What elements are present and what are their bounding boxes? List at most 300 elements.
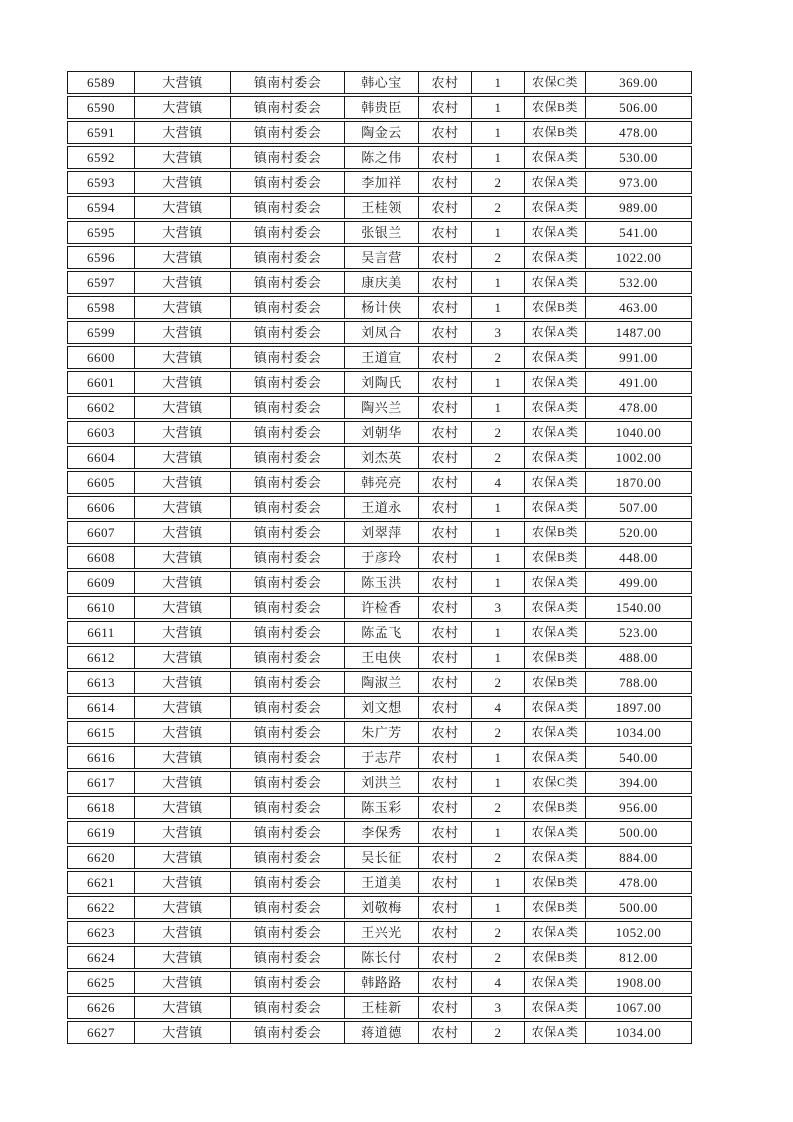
table-cell-residence-type: 农村	[419, 147, 472, 168]
table-cell-village-committee: 镇南村委会	[231, 347, 345, 368]
table-cell-village-committee: 镇南村委会	[231, 172, 345, 193]
table-cell-amount: 507.00	[619, 500, 658, 515]
table-cell-amount: 1870.00	[615, 475, 662, 490]
table-cell-amount: 1067.00	[615, 1000, 662, 1015]
table-cell-village-committee: 镇南村委会	[231, 572, 345, 593]
table-cell-insurance-category: 农保B类	[525, 122, 586, 143]
table-cell-residence-type: 农村	[419, 422, 472, 443]
table-cell-town: 大营镇	[135, 172, 231, 193]
table-cell-amount: 523.00	[619, 625, 658, 640]
table-cell-person-count: 1	[472, 897, 525, 918]
table-cell-record-number: 6622	[68, 897, 135, 918]
table-cell-town: 大营镇	[135, 897, 231, 918]
table-cell-village-committee: 镇南村委会	[231, 472, 345, 493]
table-cell-person-name: 王道永	[345, 497, 419, 518]
table-cell-person-count: 1	[472, 547, 525, 568]
table-cell-insurance-category: 农保A类	[525, 272, 586, 293]
table-cell-person-count: 3	[472, 322, 525, 343]
table-cell-person-name: 于彦玲	[345, 547, 419, 568]
table-cell-record-number: 6624	[68, 947, 135, 968]
table-row	[67, 521, 692, 544]
table-cell-person-count: 2	[472, 447, 525, 468]
table-cell-village-committee: 镇南村委会	[231, 122, 345, 143]
table-row	[67, 221, 692, 244]
table-cell-village-committee: 镇南村委会	[231, 497, 345, 518]
table-cell-person-count: 2	[472, 422, 525, 443]
table-cell-record-number: 6625	[68, 972, 135, 993]
table-cell-village-committee: 镇南村委会	[231, 597, 345, 618]
table-cell-person-count: 2	[472, 672, 525, 693]
table-cell-town: 大营镇	[135, 872, 231, 893]
table-cell-person-count: 1	[472, 772, 525, 793]
table-cell-person-name: 刘凤合	[345, 322, 419, 343]
table-cell-insurance-category: 农保A类	[525, 572, 586, 593]
table-cell-town: 大营镇	[135, 122, 231, 143]
table-cell-village-committee: 镇南村委会	[231, 847, 345, 868]
table-cell-person-count: 4	[472, 472, 525, 493]
table-cell-town: 大营镇	[135, 397, 231, 418]
table-cell-record-number: 6594	[68, 197, 135, 218]
table-cell-residence-type: 农村	[419, 497, 472, 518]
table-cell-residence-type: 农村	[419, 297, 472, 318]
table-cell-person-name: 刘翠萍	[345, 522, 419, 543]
table-cell-amount: 541.00	[619, 225, 658, 240]
table-cell-insurance-category: 农保A类	[525, 197, 586, 218]
table-cell-residence-type: 农村	[419, 197, 472, 218]
table-cell-person-name: 陈玉彩	[345, 797, 419, 818]
table-row	[67, 396, 692, 419]
table-cell-person-count: 4	[472, 972, 525, 993]
table-cell-record-number: 6616	[68, 747, 135, 768]
table-cell-person-count: 1	[472, 147, 525, 168]
table-cell-amount: 991.00	[619, 350, 658, 365]
table-cell-amount: 540.00	[619, 750, 658, 765]
table-cell-village-committee: 镇南村委会	[231, 97, 345, 118]
table-cell-town: 大营镇	[135, 447, 231, 468]
table-cell-town: 大营镇	[135, 947, 231, 968]
table-cell-person-name: 韩贵臣	[345, 97, 419, 118]
table-cell-person-count: 2	[472, 947, 525, 968]
table-row	[67, 321, 692, 344]
table-cell-person-count: 1	[472, 872, 525, 893]
table-cell-person-count: 4	[472, 697, 525, 718]
table-cell-person-count: 1	[472, 122, 525, 143]
table-cell-village-committee: 镇南村委会	[231, 972, 345, 993]
table-cell-record-number: 6601	[68, 372, 135, 393]
table-cell-person-count: 1	[472, 272, 525, 293]
table-cell-residence-type: 农村	[419, 97, 472, 118]
table-row	[67, 721, 692, 744]
table-row	[67, 596, 692, 619]
table-cell-town: 大营镇	[135, 1022, 231, 1043]
table-cell-town: 大营镇	[135, 997, 231, 1018]
table-cell-residence-type: 农村	[419, 572, 472, 593]
table-cell-amount: 394.00	[619, 775, 658, 790]
table-cell-village-committee: 镇南村委会	[231, 222, 345, 243]
table-cell-record-number: 6605	[68, 472, 135, 493]
table-cell-person-name: 韩路路	[345, 972, 419, 993]
table-cell-insurance-category: 农保A类	[525, 322, 586, 343]
table-cell-town: 大营镇	[135, 797, 231, 818]
table-cell-amount: 499.00	[619, 575, 658, 590]
table-cell-person-name: 于志芹	[345, 747, 419, 768]
table-row	[67, 796, 692, 819]
table-cell-residence-type: 农村	[419, 672, 472, 693]
table-row	[67, 471, 692, 494]
table-cell-record-number: 6626	[68, 997, 135, 1018]
table-row	[67, 546, 692, 569]
table-cell-residence-type: 农村	[419, 822, 472, 843]
table-cell-residence-type: 农村	[419, 322, 472, 343]
table-cell-residence-type: 农村	[419, 122, 472, 143]
table-row	[67, 996, 692, 1019]
table-cell-town: 大营镇	[135, 547, 231, 568]
table-cell-record-number: 6599	[68, 322, 135, 343]
table-cell-amount: 530.00	[619, 150, 658, 165]
table-cell-person-name: 刘洪兰	[345, 772, 419, 793]
table-cell-residence-type: 农村	[419, 872, 472, 893]
table-cell-insurance-category: 农保B类	[525, 947, 586, 968]
table-cell-town: 大营镇	[135, 197, 231, 218]
table-cell-person-count: 2	[472, 922, 525, 943]
table-cell-person-name: 朱广芳	[345, 722, 419, 743]
table-cell-insurance-category: 农保B类	[525, 297, 586, 318]
table-cell-amount: 488.00	[619, 650, 658, 665]
table-cell-amount: 478.00	[619, 400, 658, 415]
table-cell-amount: 1908.00	[615, 975, 662, 990]
table-cell-town: 大营镇	[135, 822, 231, 843]
table-cell-person-count: 2	[472, 797, 525, 818]
table-cell-insurance-category: 农保A类	[525, 422, 586, 443]
table-cell-amount: 956.00	[619, 800, 658, 815]
table-cell-town: 大营镇	[135, 372, 231, 393]
table-cell-record-number: 6615	[68, 722, 135, 743]
table-row	[67, 646, 692, 669]
table-cell-amount: 506.00	[619, 100, 658, 115]
table-cell-insurance-category: 农保A类	[525, 997, 586, 1018]
table-cell-person-name: 吴长征	[345, 847, 419, 868]
table-cell-residence-type: 农村	[419, 447, 472, 468]
records-table	[67, 71, 692, 1046]
table-cell-town: 大营镇	[135, 97, 231, 118]
table-cell-person-name: 李保秀	[345, 822, 419, 843]
table-cell-village-committee: 镇南村委会	[231, 72, 345, 93]
table-cell-village-committee: 镇南村委会	[231, 397, 345, 418]
table-cell-record-number: 6611	[68, 622, 135, 643]
table-cell-residence-type: 农村	[419, 172, 472, 193]
table-cell-record-number: 6591	[68, 122, 135, 143]
table-cell-insurance-category: 农保A类	[525, 597, 586, 618]
table-row	[67, 846, 692, 869]
table-cell-record-number: 6614	[68, 697, 135, 718]
table-cell-town: 大营镇	[135, 622, 231, 643]
table-cell-insurance-category: 农保B类	[525, 97, 586, 118]
table-cell-person-count: 1	[472, 647, 525, 668]
table-cell-person-count: 1	[472, 822, 525, 843]
table-cell-amount: 448.00	[619, 550, 658, 565]
table-cell-insurance-category: 农保A类	[525, 847, 586, 868]
table-cell-town: 大营镇	[135, 222, 231, 243]
table-cell-amount: 500.00	[619, 825, 658, 840]
table-row	[67, 371, 692, 394]
table-cell-village-committee: 镇南村委会	[231, 322, 345, 343]
table-cell-record-number: 6589	[68, 72, 135, 93]
table-cell-person-count: 3	[472, 997, 525, 1018]
table-cell-village-committee: 镇南村委会	[231, 1022, 345, 1043]
table-cell-person-name: 王道宣	[345, 347, 419, 368]
table-cell-person-name: 张银兰	[345, 222, 419, 243]
table-cell-person-name: 刘敬梅	[345, 897, 419, 918]
table-cell-insurance-category: 农保B类	[525, 872, 586, 893]
table-cell-person-count: 1	[472, 747, 525, 768]
table-cell-person-name: 蒋道德	[345, 1022, 419, 1043]
table-row	[67, 121, 692, 144]
table-cell-amount: 1487.00	[615, 325, 662, 340]
table-cell-person-name: 陈长付	[345, 947, 419, 968]
table-cell-person-count: 1	[472, 72, 525, 93]
table-cell-village-committee: 镇南村委会	[231, 897, 345, 918]
table-cell-amount: 973.00	[619, 175, 658, 190]
table-cell-person-count: 2	[472, 247, 525, 268]
table-cell-village-committee: 镇南村委会	[231, 747, 345, 768]
table-cell-insurance-category: 农保A类	[525, 247, 586, 268]
table-cell-insurance-category: 农保A类	[525, 472, 586, 493]
table-row	[67, 146, 692, 169]
table-cell-record-number: 6598	[68, 297, 135, 318]
table-row	[67, 771, 692, 794]
table-cell-amount: 1034.00	[615, 1025, 662, 1040]
table-cell-amount: 1540.00	[615, 600, 662, 615]
table-cell-insurance-category: 农保B类	[525, 672, 586, 693]
table-cell-record-number: 6610	[68, 597, 135, 618]
table-cell-record-number: 6620	[68, 847, 135, 868]
table-cell-village-committee: 镇南村委会	[231, 547, 345, 568]
table-row	[67, 571, 692, 594]
table-cell-insurance-category: 农保B类	[525, 797, 586, 818]
table-cell-record-number: 6617	[68, 772, 135, 793]
table-cell-insurance-category: 农保A类	[525, 497, 586, 518]
table-cell-amount: 463.00	[619, 300, 658, 315]
table-row	[67, 896, 692, 919]
table-cell-village-committee: 镇南村委会	[231, 772, 345, 793]
table-row	[67, 421, 692, 444]
table-cell-village-committee: 镇南村委会	[231, 722, 345, 743]
table-cell-amount: 1040.00	[615, 425, 662, 440]
table-cell-record-number: 6609	[68, 572, 135, 593]
table-cell-town: 大营镇	[135, 722, 231, 743]
table-cell-record-number: 6619	[68, 822, 135, 843]
table-cell-town: 大营镇	[135, 922, 231, 943]
table-cell-village-committee: 镇南村委会	[231, 197, 345, 218]
table-cell-record-number: 6590	[68, 97, 135, 118]
table-row	[67, 96, 692, 119]
table-cell-town: 大营镇	[135, 972, 231, 993]
table-cell-residence-type: 农村	[419, 972, 472, 993]
table-row	[67, 746, 692, 769]
table-cell-insurance-category: 农保A类	[525, 172, 586, 193]
table-cell-person-name: 王桂新	[345, 997, 419, 1018]
table-cell-person-name: 陈之伟	[345, 147, 419, 168]
table-cell-insurance-category: 农保B类	[525, 647, 586, 668]
table-cell-town: 大营镇	[135, 297, 231, 318]
table-row	[67, 346, 692, 369]
table-cell-amount: 1034.00	[615, 725, 662, 740]
table-cell-person-count: 2	[472, 172, 525, 193]
table-cell-insurance-category: 农保A类	[525, 222, 586, 243]
table-cell-residence-type: 农村	[419, 347, 472, 368]
table-cell-person-name: 李加祥	[345, 172, 419, 193]
table-cell-village-committee: 镇南村委会	[231, 297, 345, 318]
table-cell-town: 大营镇	[135, 272, 231, 293]
table-cell-residence-type: 农村	[419, 697, 472, 718]
table-cell-town: 大营镇	[135, 247, 231, 268]
table-cell-person-count: 1	[472, 522, 525, 543]
table-cell-residence-type: 农村	[419, 622, 472, 643]
table-cell-town: 大营镇	[135, 747, 231, 768]
table-cell-town: 大营镇	[135, 347, 231, 368]
table-cell-record-number: 6592	[68, 147, 135, 168]
table-cell-record-number: 6603	[68, 422, 135, 443]
table-cell-person-name: 王道美	[345, 872, 419, 893]
table-row	[67, 171, 692, 194]
table-cell-town: 大营镇	[135, 147, 231, 168]
table-cell-insurance-category: 农保A类	[525, 747, 586, 768]
table-cell-insurance-category: 农保A类	[525, 372, 586, 393]
table-cell-amount: 478.00	[619, 875, 658, 890]
table-cell-residence-type: 农村	[419, 222, 472, 243]
table-cell-village-committee: 镇南村委会	[231, 672, 345, 693]
table-cell-town: 大营镇	[135, 522, 231, 543]
table-cell-insurance-category: 农保A类	[525, 822, 586, 843]
table-cell-insurance-category: 农保A类	[525, 397, 586, 418]
table-cell-residence-type: 农村	[419, 272, 472, 293]
table-cell-insurance-category: 农保A类	[525, 922, 586, 943]
table-cell-town: 大营镇	[135, 772, 231, 793]
table-cell-person-name: 陈玉洪	[345, 572, 419, 593]
table-row	[67, 246, 692, 269]
table-cell-insurance-category: 农保C类	[525, 72, 586, 93]
table-cell-record-number: 6604	[68, 447, 135, 468]
table-cell-village-committee: 镇南村委会	[231, 697, 345, 718]
table-cell-village-committee: 镇南村委会	[231, 647, 345, 668]
table-row	[67, 821, 692, 844]
table-cell-village-committee: 镇南村委会	[231, 822, 345, 843]
table-cell-record-number: 6600	[68, 347, 135, 368]
table-cell-amount: 491.00	[619, 375, 658, 390]
table-row	[67, 71, 692, 94]
table-cell-amount: 1897.00	[615, 700, 662, 715]
table-cell-residence-type: 农村	[419, 72, 472, 93]
table-cell-record-number: 6607	[68, 522, 135, 543]
table-cell-record-number: 6621	[68, 872, 135, 893]
table-cell-amount: 532.00	[619, 275, 658, 290]
table-cell-insurance-category: 农保A类	[525, 1022, 586, 1043]
table-row	[67, 696, 692, 719]
table-cell-person-name: 许检香	[345, 597, 419, 618]
table-cell-village-committee: 镇南村委会	[231, 947, 345, 968]
table-cell-person-count: 2	[472, 847, 525, 868]
table-cell-person-count: 2	[472, 722, 525, 743]
table-cell-residence-type: 农村	[419, 722, 472, 743]
table-row	[67, 921, 692, 944]
table-row	[67, 296, 692, 319]
table-cell-village-committee: 镇南村委会	[231, 797, 345, 818]
table-cell-amount: 812.00	[619, 950, 658, 965]
table-row	[67, 871, 692, 894]
table-cell-residence-type: 农村	[419, 647, 472, 668]
table-cell-person-count: 1	[472, 222, 525, 243]
table-cell-person-count: 1	[472, 572, 525, 593]
table-cell-residence-type: 农村	[419, 847, 472, 868]
table-cell-village-committee: 镇南村委会	[231, 372, 345, 393]
table-cell-person-name: 王电侠	[345, 647, 419, 668]
table-cell-town: 大营镇	[135, 697, 231, 718]
table-cell-village-committee: 镇南村委会	[231, 922, 345, 943]
table-cell-residence-type: 农村	[419, 947, 472, 968]
table-cell-record-number: 6596	[68, 247, 135, 268]
table-cell-residence-type: 农村	[419, 472, 472, 493]
table-cell-town: 大营镇	[135, 422, 231, 443]
table-cell-person-count: 1	[472, 372, 525, 393]
table-cell-amount: 520.00	[619, 525, 658, 540]
table-row	[67, 1021, 692, 1044]
table-cell-record-number: 6612	[68, 647, 135, 668]
table-cell-record-number: 6608	[68, 547, 135, 568]
table-cell-person-count: 1	[472, 622, 525, 643]
table-cell-village-committee: 镇南村委会	[231, 272, 345, 293]
table-cell-insurance-category: 农保A类	[525, 972, 586, 993]
table-cell-person-count: 2	[472, 347, 525, 368]
table-cell-insurance-category: 农保B类	[525, 547, 586, 568]
table-cell-town: 大营镇	[135, 597, 231, 618]
table-cell-person-name: 陶金云	[345, 122, 419, 143]
table-cell-insurance-category: 农保A类	[525, 697, 586, 718]
table-cell-amount: 1052.00	[615, 925, 662, 940]
table-cell-residence-type: 农村	[419, 372, 472, 393]
table-cell-residence-type: 农村	[419, 772, 472, 793]
table-cell-residence-type: 农村	[419, 397, 472, 418]
table-cell-insurance-category: 农保A类	[525, 722, 586, 743]
table-cell-person-name: 吴言营	[345, 247, 419, 268]
table-cell-residence-type: 农村	[419, 522, 472, 543]
table-cell-person-name: 陶淑兰	[345, 672, 419, 693]
table-cell-amount: 788.00	[619, 675, 658, 690]
table-row	[67, 196, 692, 219]
table-cell-town: 大营镇	[135, 72, 231, 93]
table-cell-village-committee: 镇南村委会	[231, 247, 345, 268]
table-cell-person-name: 陈孟飞	[345, 622, 419, 643]
table-cell-person-count: 1	[472, 497, 525, 518]
table-cell-village-committee: 镇南村委会	[231, 872, 345, 893]
table-cell-person-name: 韩心宝	[345, 72, 419, 93]
table-cell-insurance-category: 农保A类	[525, 147, 586, 168]
table-cell-town: 大营镇	[135, 647, 231, 668]
table-cell-residence-type: 农村	[419, 547, 472, 568]
table-cell-insurance-category: 农保A类	[525, 622, 586, 643]
table-cell-residence-type: 农村	[419, 597, 472, 618]
table-cell-record-number: 6613	[68, 672, 135, 693]
table-cell-person-count: 2	[472, 197, 525, 218]
table-cell-person-count: 1	[472, 397, 525, 418]
table-cell-village-committee: 镇南村委会	[231, 447, 345, 468]
table-row	[67, 946, 692, 969]
table-cell-person-name: 刘杰英	[345, 447, 419, 468]
table-row	[67, 446, 692, 469]
table-cell-person-name: 刘陶氏	[345, 372, 419, 393]
table-cell-amount: 989.00	[619, 200, 658, 215]
table-cell-person-count: 1	[472, 297, 525, 318]
table-cell-record-number: 6606	[68, 497, 135, 518]
